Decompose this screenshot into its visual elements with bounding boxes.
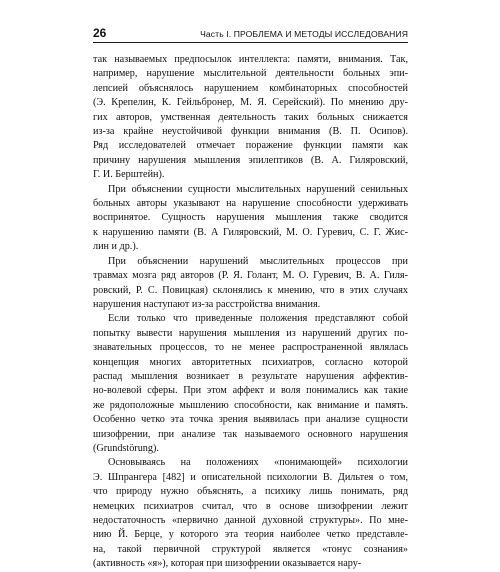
text-line: шизофрении, при анализе так называемого основного нарушения <box>93 428 408 440</box>
text-line: из-за крайне неустойчивой функции внимания (В. П. Осипов). <box>93 126 408 138</box>
text-line: Э. Шпрангера [482] и описательной психологии В. Дильтея о том, <box>93 471 408 483</box>
text-line: на, такой первичной структурой является «тонус сознания» <box>93 543 408 555</box>
running-header <box>93 26 408 43</box>
text-line: знавательных процессов, то не менее распространенной являлась <box>93 342 408 354</box>
text-line: Особенно четко эта точка зрения выявилась при анализе сущности <box>93 414 408 426</box>
text-line: При объяснении сущности мыслительных нарушений сенильных <box>108 183 408 195</box>
text-line: концепция многих авторитетных психиатров, согласно которой <box>93 356 408 368</box>
text-line: к нарушению памяти (В. А Гиляровский, М. О. Гуревич, С. Г. Жис- <box>93 226 408 238</box>
paragraph <box>93 53 408 183</box>
text-line: нию Й. Берце, у которого эта теория наиболее четко представле- <box>93 529 408 541</box>
paragraph <box>93 183 408 255</box>
text-line: воспринятое. Сущность нарушения мышления также сводится <box>93 212 408 224</box>
paragraph <box>93 312 408 456</box>
text-line: так называемых предпосылок интеллекта: памяти, внимания. Так, <box>93 54 408 65</box>
page-number: 26 <box>93 26 107 40</box>
text-line: При объяснении нарушений мыслительных процессов при <box>108 255 408 267</box>
paragraph <box>93 255 408 313</box>
text-line: ровский, Р. С. Повицкая) склонялись к мнению, что в этих случаях <box>93 284 408 296</box>
text-line: Ряд исследователей отмечает поражение функции памяти как <box>93 140 408 152</box>
text-line: но-волевой сферы. При этом аффект и воля понимались как такие <box>93 385 408 397</box>
text-line: Основываясь на положениях «понимающей» психологии <box>108 457 408 469</box>
text-line: нарушения наступают из-за расстройства внимания. <box>93 298 321 310</box>
chapter-title: Часть I. ПРОБЛЕМА И МЕТОДЫ ИССЛЕДОВАНИЯ <box>200 29 408 39</box>
text-line: лепсией объяснялось нарушением комбинаторных способностей <box>93 82 408 94</box>
text-line: (Grundstörung). <box>93 442 159 454</box>
paragraph <box>93 456 408 571</box>
text-line: (Э. Крепелин, К. Гейльбронер, М. Я. Серейский). По мнению дру- <box>93 97 408 109</box>
body-text <box>93 53 408 572</box>
text-line: распад мышления возникает в результате нарушения аффектив- <box>93 370 408 382</box>
text-line: Г. И. Берштейн). <box>93 169 165 181</box>
text-line: например, нарушение мыслительной деятельности больных эпи- <box>93 68 408 80</box>
text-line: травмах мозга ряд авторов (Р. Я. Голант, М. О. Гуревич, В. А. Гиля- <box>93 270 408 282</box>
text-line: лин и др.). <box>93 241 139 253</box>
text-line: Если только что приведенные положения представляют собой <box>108 313 408 325</box>
text-line: больных авторы указывают на нарушение способности удерживать <box>93 198 408 210</box>
text-line: что природу нужно объяснять, а психику лишь понимать, ряд <box>93 486 408 498</box>
text-line: недостаточность «первично данной духовной структуры». По мне- <box>93 515 408 526</box>
text-line: попытку вывести нарушения мышления из нарушений других по- <box>93 327 408 339</box>
text-line: немецких психиатров считал, что в основе шизофрении лежит <box>93 500 408 512</box>
text-line: причину нарушения мышления эпилептиков (В. А. Гиляровский, <box>93 154 408 166</box>
text-line: (активность «я»), которая при шизофрении оказывается нару- <box>93 558 362 570</box>
text-line: гих авторов, умственная деятельность таких больных снижается <box>93 111 408 123</box>
text-line: же рядоположные мышлению способности, как внимание и память. <box>93 399 408 411</box>
